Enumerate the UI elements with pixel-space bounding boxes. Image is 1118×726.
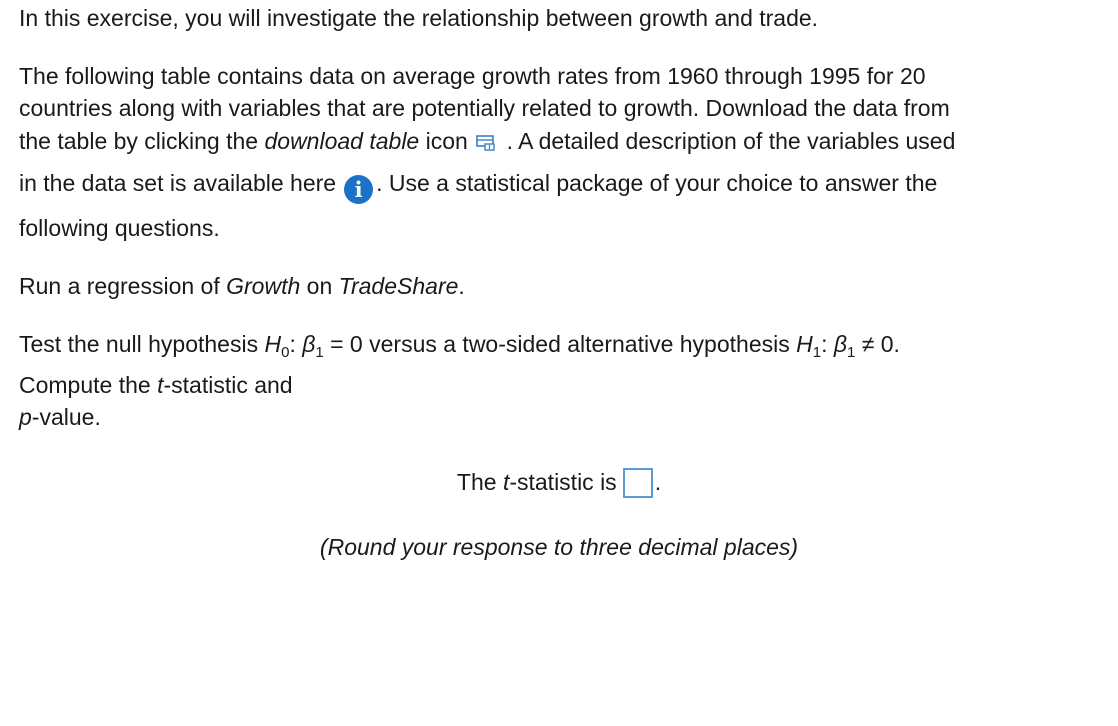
dependent-variable: Growth	[226, 273, 301, 299]
description-text: . Use a statistical package of your choice to answer the	[376, 170, 938, 196]
description-line-3	[19, 125, 955, 158]
intro-text: In this exercise, you will investigate the relationship between growth and trade.	[19, 5, 819, 31]
h0-symbol: H	[264, 331, 282, 357]
h0-subscript: 0	[281, 344, 290, 361]
compute-text: -statistic and	[163, 372, 293, 398]
beta-subscript: 1	[315, 344, 324, 361]
hypothesis-text: Test the null hypothesis	[19, 331, 265, 357]
colon: :	[821, 331, 834, 357]
regressor-variable: TradeShare	[338, 273, 459, 299]
download-table-term: download table	[264, 128, 420, 154]
rounding-note: (Round your response to three decimal places)	[319, 534, 799, 560]
answer-period: .	[654, 469, 662, 495]
answer-text: -statistic is	[509, 469, 617, 495]
t-symbol: t	[157, 372, 164, 398]
hypothesis-text: = 0 versus a two-sided alternative hypothesis	[323, 331, 797, 357]
h1-symbol: H	[796, 331, 813, 357]
compute-line-1	[19, 369, 293, 402]
description-text: . A detailed description of the variables used	[506, 128, 956, 154]
answer-text: The	[456, 469, 503, 495]
description-text: in the data set is available here	[19, 170, 337, 196]
download-table-icon[interactable]	[476, 127, 498, 143]
description-text: icon	[419, 128, 468, 154]
colon: :	[289, 331, 303, 357]
beta-symbol: β	[833, 331, 847, 357]
description-line-1: The following table contains data on average growth rates from 1960 through 1995 for 20	[19, 63, 926, 89]
description-line-2: countries along with variables that are potentially related to growth. Download the data from	[19, 95, 950, 121]
regression-text: .	[458, 273, 465, 299]
description-line-4	[19, 167, 937, 204]
info-icon[interactable]: i	[344, 175, 373, 204]
regression-instruction	[19, 270, 465, 303]
hypothesis-statement	[19, 328, 900, 361]
compute-line-2	[19, 401, 101, 434]
answer-row	[0, 466, 1118, 499]
regression-text: on	[300, 273, 339, 299]
description-text: the table by clicking the	[19, 128, 265, 154]
compute-text: -value.	[31, 404, 101, 430]
beta-symbol: β	[302, 331, 316, 357]
t-symbol: t	[502, 469, 510, 495]
compute-text: Compute the	[19, 372, 158, 398]
description-line-5: following questions.	[19, 215, 220, 241]
hypothesis-text: ≠ 0.	[855, 331, 900, 357]
h1-subscript: 1	[812, 344, 822, 361]
beta-subscript: 1	[847, 344, 856, 361]
regression-text: Run a regression of	[19, 273, 227, 299]
p-symbol: p	[19, 404, 32, 430]
t-statistic-input[interactable]	[623, 468, 653, 498]
